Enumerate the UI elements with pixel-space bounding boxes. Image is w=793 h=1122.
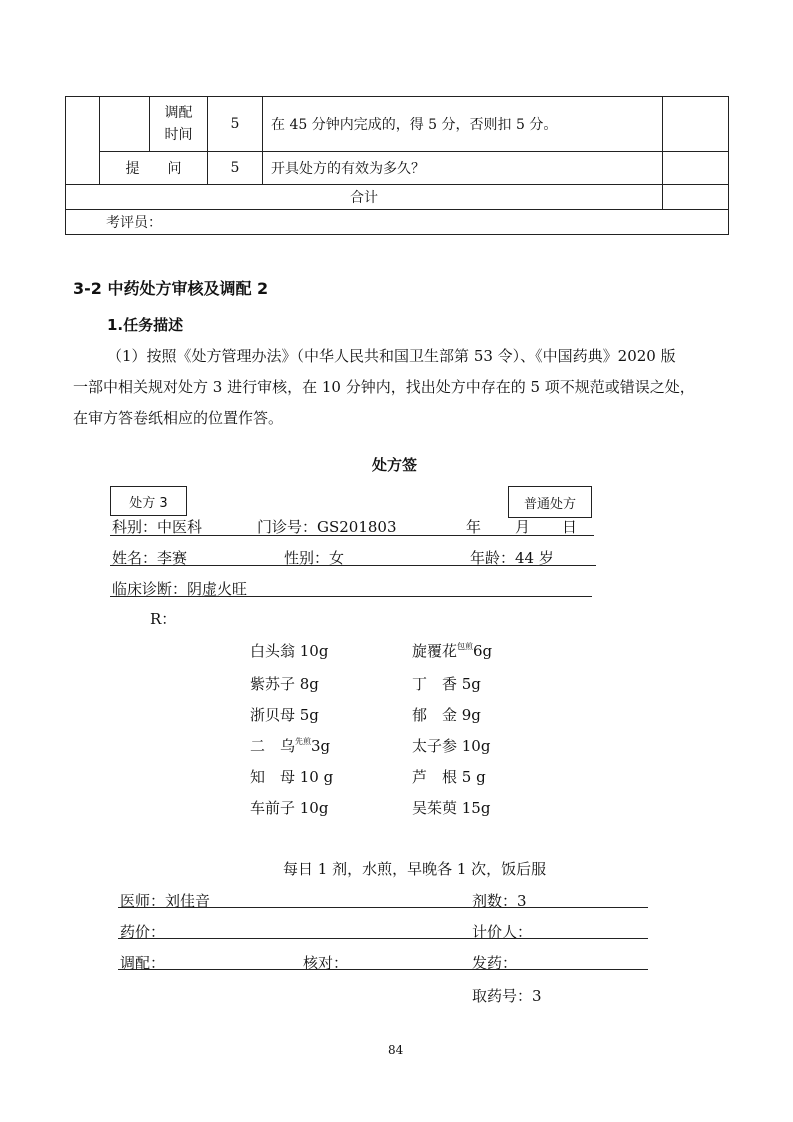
table-cell-points: 5 xyxy=(208,152,263,185)
usage-instructions: 每日 1 剂，水煎，早晚各 1 次，饭后服 xyxy=(283,860,547,878)
table-cell-criteria: 在 45 分钟内完成的，得 5 分，否则扣 5 分。 xyxy=(263,97,663,152)
herb-item: 知 母 10 g xyxy=(250,768,334,786)
herb-item: 太子参 10g xyxy=(412,737,491,755)
day-label: 日 xyxy=(562,518,578,536)
herb-item: 郁 金 9g xyxy=(412,706,481,724)
divider-line xyxy=(118,938,648,939)
herb-note: 包煎 xyxy=(457,642,474,651)
herb-name: 二 乌 xyxy=(250,737,296,755)
herb-name: 旋覆花 xyxy=(412,642,458,660)
patient-age-field: 年龄：44 岁 xyxy=(470,549,554,567)
patient-sex-field: 性别：女 xyxy=(284,549,345,567)
item-label-line2: 时间 xyxy=(164,127,193,143)
task-heading: 1.任务描述 xyxy=(107,316,184,334)
month-label: 月 xyxy=(515,518,531,536)
table-cell-blank xyxy=(663,97,729,152)
pricer-field: 计价人： xyxy=(472,923,533,941)
patient-name-field: 姓名：李赛 xyxy=(112,549,188,567)
dispenser-field: 调配： xyxy=(120,954,166,972)
divider-line xyxy=(118,969,648,970)
table-cell-question: 开具处方的有效为多久？ xyxy=(263,152,663,185)
herb-item: 吴茱萸 15g xyxy=(412,799,491,817)
herb-item: 浙贝母 5g xyxy=(250,706,319,724)
herb-dose: 6g xyxy=(473,642,493,660)
table-cell-total: 合计 xyxy=(66,185,663,210)
year-label: 年 xyxy=(466,518,482,536)
herb-note: 先煎 xyxy=(295,737,312,746)
herb-item xyxy=(250,735,330,756)
table-cell-item: 提 问 xyxy=(100,152,208,185)
clinic-number-field: 门诊号：GS201803 xyxy=(257,518,397,536)
section-title: 3-2 中药处方审核及调配 2 xyxy=(73,279,269,298)
page-number: 84 xyxy=(388,1043,404,1057)
prescription-title: 处方签 xyxy=(372,456,418,474)
item-label-line1: 调配 xyxy=(164,105,193,121)
divider-line xyxy=(110,565,596,566)
divider-line xyxy=(110,535,594,536)
divider-line xyxy=(110,596,592,597)
table-cell-item xyxy=(150,97,208,152)
dept-field: 科别：中医科 xyxy=(112,518,203,536)
table-cell-examiner: 考评员： xyxy=(66,210,729,235)
pickup-number-field: 取药号：3 xyxy=(472,987,542,1005)
table-cell-blank xyxy=(663,185,729,210)
table-cell-points: 5 xyxy=(208,97,263,152)
task-paragraph-line1: （1）按照《处方管理办法》（中华人民共和国卫生部第 53 令）、《中国药典》2020 版 xyxy=(107,347,676,365)
price-field: 药价： xyxy=(120,923,166,941)
rx-symbol: R： xyxy=(150,610,177,628)
prescription-type-box: 普通处方 xyxy=(508,486,592,518)
herb-item: 紫苏子 8g xyxy=(250,675,319,693)
task-paragraph-line2: 一部中相关规对处方 3 进行审核，在 10 分钟内，找出处方中存在的 5 项不规范或错误之处， xyxy=(73,378,695,396)
doctor-field: 医师：刘佳音 xyxy=(120,892,211,910)
task-paragraph-line3: 在审方答卷纸相应的位置作答。 xyxy=(73,409,284,427)
issuer-field: 发药： xyxy=(472,954,518,972)
diagnosis-field: 临床诊断：阴虚火旺 xyxy=(112,580,248,598)
herb-item: 车前子 10g xyxy=(250,799,329,817)
herb-dose: 3g xyxy=(311,737,331,755)
divider-line xyxy=(118,907,648,908)
herb-item: 丁 香 5g xyxy=(412,675,481,693)
dose-count-field: 剂数：3 xyxy=(472,892,527,910)
scoring-table xyxy=(65,96,729,235)
checker-field: 核对： xyxy=(303,954,349,972)
table-cell-blank xyxy=(66,97,100,185)
table-cell-blank xyxy=(100,97,150,152)
prescription-number-box: 处方 3 xyxy=(110,486,187,516)
table-cell-blank xyxy=(663,152,729,185)
herb-item: 芦 根 5 g xyxy=(412,768,486,786)
herb-item: 白头翁 10g xyxy=(250,642,329,660)
herb-item xyxy=(412,640,492,661)
